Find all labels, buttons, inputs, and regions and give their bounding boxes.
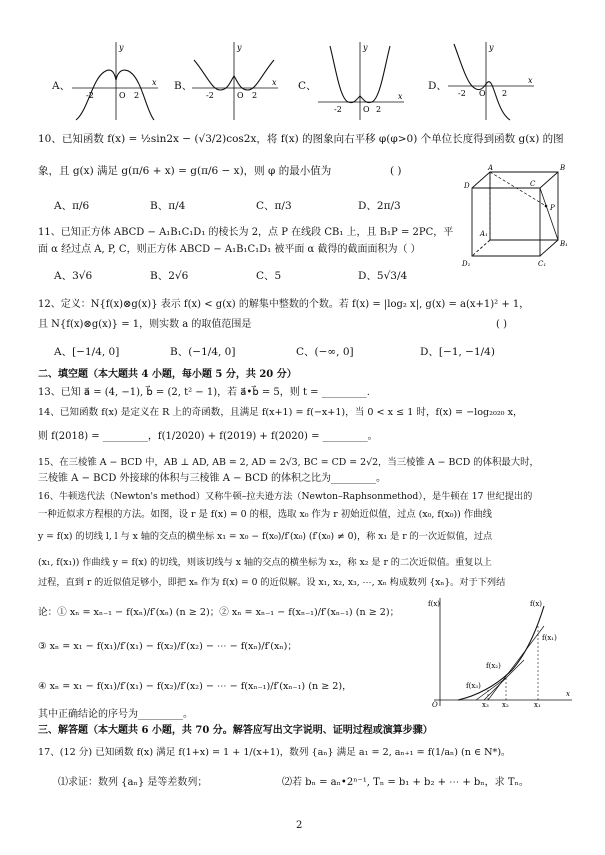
cube-label-b: B: [560, 164, 566, 172]
q15-line1: 15、在三棱锥 A − BCD 中，AB ⊥ AD, AB = 2, AD = 2√3, BC = CD = 2√2，当三棱锥 A − BCD 的体积最大时，: [38, 457, 539, 468]
q9-graph-c: [316, 40, 406, 122]
q9-option-a-label: A、: [52, 80, 71, 92]
q13: 13、已知 a⃗ = (4, −1), b⃗ = (2, t² − 1)，若 a⃗•b⃗ = 5，则 t = _________.: [38, 387, 370, 398]
q17-part1: ⑴求证：数列 {aₙ} 是等差数列；: [58, 777, 208, 788]
newton-x1: x₁: [534, 701, 541, 708]
q10-line2: 象，且 g(x) 满足 g(π/6 + x) = g(π/6 − x)，则 φ 的最小值为: [38, 165, 332, 177]
q9-graph-a: [70, 40, 160, 122]
q9-graph-d: [446, 40, 536, 122]
cube-label-a1: A₁: [480, 230, 488, 238]
newton-x3: x₃: [482, 701, 489, 708]
q12-option-c: C、(−∞, 0]: [296, 346, 354, 358]
q9-a-origin: O: [119, 91, 126, 100]
q9-d-tick-2: 2: [502, 89, 508, 98]
q11-option-a: A、3√6: [54, 270, 93, 282]
q12-line1: 12、定义：N{f(x)⊗g(x)} 表示 f(x) < g(x) 的解集中整数的个数。若 f(x) = |log₂ x|, g(x) = a(x+1)² + 1，: [38, 299, 530, 310]
q9-c-origin: O: [363, 105, 370, 114]
q9-a-tick-neg2: -2: [86, 91, 94, 100]
q11-line1: 11、已知正方体 ABCD − A₁B₁C₁D₁ 的棱长为 2，点 P 在线段 CB₁ 上，且 B₁P = 2PC，平: [38, 227, 454, 238]
newton-fx1: f(x₁): [542, 634, 557, 642]
q12-paren: ( ): [496, 319, 507, 330]
cube-label-c: C: [530, 180, 536, 188]
q9-b-xlabel: x: [272, 78, 277, 87]
q9-d-tick-neg2: -2: [458, 89, 466, 98]
q10-line1: 10、已知函数 f(x) = ½sin2x − (√3/2)cos2x，将 f(x) 的图象向右平移 φ(φ>0) 个单位长度得到函数 g(x) 的图: [38, 133, 564, 145]
newton-figure: [426, 596, 576, 708]
section-3-heading: 三、解答题（本大题共 6 小题，共 70 分。解答应写出文字说明、证明过程或演算步骤）: [38, 725, 433, 736]
q15-line2: 三棱锥 A − BCD 外接球的体积与三棱锥 A − BCD 的体积之比为_________。: [38, 473, 387, 484]
q12-option-b: B、(−1/4, 0]: [170, 346, 236, 358]
q10-paren: ( ): [390, 165, 402, 177]
q9-d-origin: O: [479, 89, 486, 98]
q16-line8: ④ xₙ = x₁ − f(x₁)/f′(x₁) − f(x₂)/f′(x₂) − ⋯ − f(xₙ₋₁)/f′(xₙ₋₁) (n ≥ 2)，: [38, 681, 352, 692]
page-number: 2: [296, 820, 303, 831]
q11-line2: 面 α 经过点 A, P, C，则正方体 ABCD − A₁B₁C₁D₁ 被平面 α 截得的截面面积为（ ）: [38, 244, 421, 255]
cube-label-d: D: [464, 182, 470, 190]
newton-origin: O: [432, 701, 438, 708]
newton-curve-label: f(x): [530, 600, 543, 608]
q16-line5: 过程，直到 r 的近似值足够小，即把 xₙ 作为 f(x) = 0 的近似解。设 x₁, x₂, x₃, ⋯, xₙ 构成数列 {xₙ}。对于下列结: [38, 577, 506, 588]
q9-b-tick-neg2: -2: [206, 91, 214, 100]
q9-option-c-label: C、: [298, 80, 317, 92]
newton-fx3: f(x₃): [466, 682, 481, 690]
q9-a-ylabel: y: [119, 43, 124, 52]
q11-option-c: C、5: [256, 270, 282, 282]
section-2-heading: 二、填空题（本大题共 4 小题，每小题 5 分，共 20 分）: [38, 369, 297, 380]
q9-b-tick-2: 2: [252, 91, 258, 100]
q9-graph-b: [190, 40, 280, 122]
q9-option-b-label: B、: [174, 80, 193, 92]
q14-line2: 则 f(2018) = _________，f(1/2020) + f(2019) + f(2020) = _________。: [38, 431, 378, 442]
q10-option-b: B、π/4: [150, 200, 186, 212]
q9-c-tick-neg2: -2: [334, 105, 342, 114]
q9-c-ylabel: y: [363, 43, 368, 52]
q12-option-d: D、[−1, −1/4): [420, 346, 495, 358]
cube-label-c1: C₁: [538, 260, 547, 268]
q9-option-d-label: D、: [428, 80, 447, 92]
newton-xlabel: x: [566, 690, 570, 698]
q14-line1: 14、已知函数 f(x) 是定义在 R 上的奇函数，且满足 f(x+1) = f(−x+1)，当 0 < x ≤ 1 时，f(x) = −log₂₀₂₀ x，: [38, 407, 523, 418]
q11-option-d: D、5√3/4: [358, 270, 408, 282]
q10-option-a: A、π/6: [54, 200, 90, 212]
q16-line9: 其中正确结论的序号为_________。: [38, 709, 193, 720]
q11-option-b: B、2√6: [150, 270, 189, 282]
q16-line3: y = f(x) 的切线 l, l 与 x 轴的交点的横坐标 x₁ = x₀ − f(x₀)/f′(x₀) (f′(x₀) ≠ 0)，称 x₁ 是 r 的一次近似值，过点: [38, 531, 493, 542]
q16-line7: ③ xₙ = x₁ − f(x₁)/f′(x₁) − f(x₂)/f′(x₂) − ⋯ − f(xₙ)/f′(xₙ)；: [38, 641, 297, 652]
cube-figure: [460, 162, 570, 270]
newton-x2: x₂: [502, 701, 509, 708]
q9-a-tick-2: 2: [134, 91, 140, 100]
cube-label-b1: B₁: [560, 240, 568, 248]
q9-d-ylabel: y: [489, 43, 494, 52]
q12-line2: 且 N{f(x)⊗g(x)} = 1，则实数 a 的取值范围是: [38, 319, 252, 330]
cube-label-p: P: [550, 204, 555, 212]
q9-b-ylabel: y: [237, 43, 242, 52]
q16-line1: 16、牛顿迭代法（Newton's method）又称牛顿–拉夫逊方法（Newton–Raphsonmethod），是牛顿在 17 世纪提出的: [38, 491, 533, 502]
q10-option-c: C、π/3: [256, 200, 292, 212]
q9-a-xlabel: x: [152, 78, 157, 87]
newton-ylabel: f(x): [428, 600, 441, 608]
q9-b-origin: O: [237, 91, 244, 100]
q17-part2: ⑵若 bₙ = aₙ•2ⁿ⁻¹, Tₙ = b₁ + b₂ + ⋯ + bₙ，求 Tₙ。: [282, 777, 529, 788]
cube-label-d1: D₁: [462, 260, 471, 268]
q16-line4: (x₁, f(x₁)) 作曲线 y = f(x) 的切线，则该切线与 x 轴的交点的横坐标为 x₂，称 x₂ 是 r 的二次近似值。重复以上: [38, 557, 492, 568]
cube-label-a: A: [488, 164, 494, 172]
q16-line6: 论：① xₙ = xₙ₋₁ − f(xₙ)/f′(xₙ) (n ≥ 2)；② xₙ = xₙ₋₁ − f(xₙ₋₁)/f′(xₙ₋₁) (n ≥ 2)；: [38, 607, 400, 618]
newton-fx2: f(x₂): [486, 662, 501, 670]
q9-d-xlabel: x: [528, 76, 533, 85]
q10-option-d: D、2π/3: [358, 200, 401, 212]
q9-c-tick-2: 2: [376, 105, 382, 114]
q17-line1: 17、(12 分) 已知函数 f(x) 满足 f(1+x) = 1 + 1/(x+1)，数列 {aₙ} 满足 a₁ = 2, aₙ₊₁ = f(1/aₙ) (n ∈ N*)。: [38, 747, 511, 758]
q12-option-a: A、[−1/4, 0]: [54, 346, 120, 358]
q9-c-xlabel: x: [398, 92, 403, 101]
q16-line2: 一种近似求方程根的方法。如图，设 r 是 f(x) = 0 的根，选取 x₀ 作为 r 初始近似值，过点 (x₀, f(x₀)) 作曲线: [38, 509, 492, 520]
